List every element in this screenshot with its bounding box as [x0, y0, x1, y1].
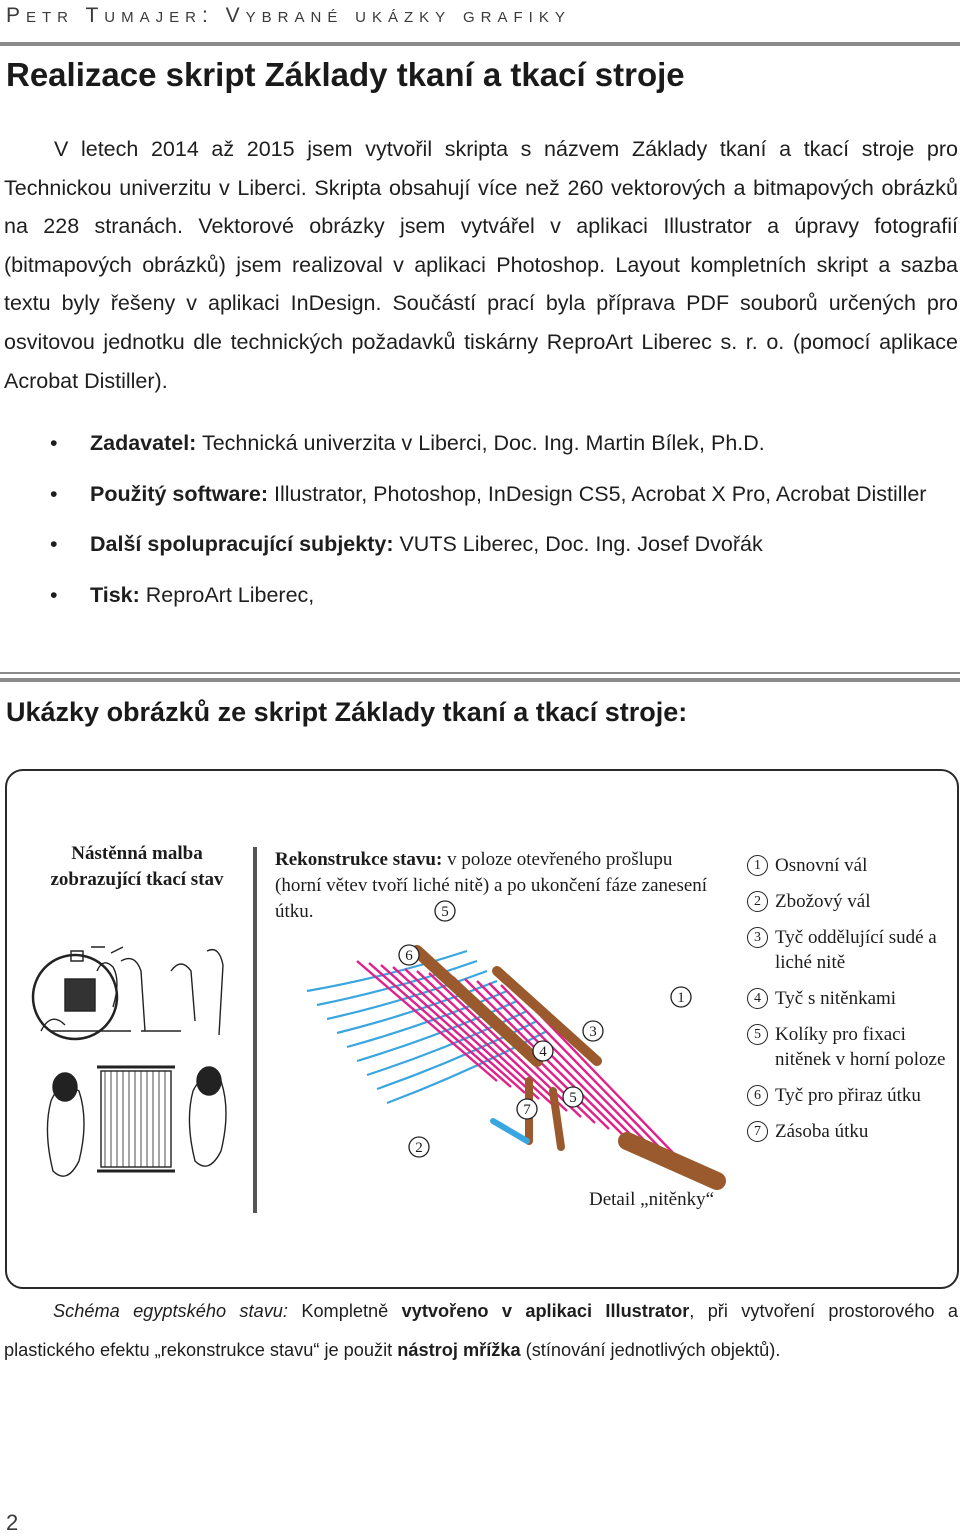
legend-text: Zásoba útku [775, 1121, 869, 1142]
circled-number: 6 [747, 1085, 768, 1106]
callout-number: 7 [523, 1102, 531, 1118]
callout-number: 3 [589, 1024, 597, 1040]
legend-text: Zbožový vál [775, 891, 871, 912]
weft-spool [493, 1121, 527, 1141]
callout-number: 5 [569, 1090, 577, 1106]
figure-caption [4, 1292, 958, 1370]
legend-item [747, 853, 947, 878]
loom-reconstruction-illustration [297, 904, 737, 1221]
reconstruction-text [275, 847, 715, 925]
callout-number: 1 [677, 990, 685, 1006]
bullet-text: ReproArt Liberec, [139, 582, 315, 607]
legend-item [747, 925, 947, 975]
caption-bold: nástroj mřížka [397, 1340, 521, 1360]
section-rule-thick [0, 678, 960, 682]
bullet-label: Tisk: [90, 582, 140, 607]
caption-text: , při vytvoření prostorového a plastického efektu „rekonstrukce stavu“ je použit [4, 1301, 959, 1360]
big-loom [101, 1071, 171, 1167]
section-title: Ukázky obrázků ze skript Základy tkaní a tkací stroje: [6, 697, 688, 727]
figure-divider [253, 847, 257, 1213]
list-item [50, 475, 958, 514]
callout-number: 5 [441, 904, 449, 920]
small-loom [65, 979, 95, 1011]
warp-beam [627, 1141, 717, 1181]
page-title: Realizace skript Základy tkaní a tkací stroje [6, 56, 685, 93]
bullet: • [50, 481, 58, 506]
circled-number: 5 [747, 1024, 768, 1045]
header-rule [0, 42, 960, 46]
caption-bold: vytvořeno v aplikaci Illustrator [401, 1301, 690, 1321]
bullet: • [50, 431, 58, 455]
bullet: • [50, 582, 58, 607]
bullet-label: Zadavatel: [90, 431, 197, 455]
page-number: 2 [6, 1510, 19, 1535]
bullet: • [50, 532, 58, 557]
legend-item [747, 1119, 947, 1144]
legend-text: Tyč oddělující sudé a liché nitě [775, 927, 937, 973]
callout-number: 2 [415, 1140, 423, 1156]
callout-number: 4 [539, 1044, 547, 1060]
reconstruction-label: Rekonstrukce stavu: [275, 849, 443, 870]
running-head: Petr Tumajer: Vybrané ukázky grafiky [6, 4, 571, 27]
caption-text: Kompletně [287, 1301, 402, 1321]
bullet-label: Použitý software: [90, 481, 268, 506]
circled-number: 4 [747, 988, 768, 1009]
legend-item [747, 1083, 947, 1108]
circled-number: 3 [747, 927, 768, 948]
bullet-text: VUTS Liberec, Doc. Ing. Josef Dvořák [393, 532, 763, 557]
section-rule [0, 672, 960, 674]
detail-label: Detail „nitěnky“ [589, 1189, 715, 1210]
legend-item [747, 986, 947, 1011]
circled-number: 1 [747, 855, 768, 876]
caption-italic: Schéma egyptského stavu: [53, 1301, 288, 1321]
figure-panel [5, 769, 959, 1289]
legend-text: Tyč pro přiraz útku [775, 1085, 921, 1106]
bullet-text: Technická univerzita v Liberci, Doc. Ing. Martin Bílek, Ph.D. [196, 431, 765, 455]
bullet-text: Illustrator, Photoshop, InDesign CS5, Acrobat X Pro, Acrobat Distiller [268, 481, 927, 506]
list-item [50, 525, 958, 564]
list-item [50, 424, 958, 463]
warp-thread [489, 983, 651, 1147]
bullet-label: Další spolupracující subjekty: [90, 532, 394, 557]
caption-text: (stínování jednotlivých objektů). [520, 1340, 781, 1360]
legend-item [747, 1022, 947, 1072]
legend-item [747, 889, 947, 914]
legend-text: Tyč s nitěnkami [775, 988, 897, 1009]
info-list [50, 424, 958, 614]
reconstruction-description: v poloze otevřeného prošlupu (horní větev tvoří liché nitě) a po ukončení fáze zanesení útku. [275, 849, 708, 922]
callout-number: 6 [405, 948, 413, 964]
circled-number: 7 [747, 1121, 768, 1142]
list-item [50, 576, 958, 615]
legend-text: Osnovní vál [775, 855, 868, 876]
figure-legend [747, 853, 947, 1155]
legend-text: Kolíky pro fixaci nitěnek v horní poloze [775, 1024, 946, 1070]
circled-number: 2 [747, 891, 768, 912]
wall-painting-caption: Nástěnná malba zobrazující tkací stav [50, 843, 224, 890]
egyptian-wall-painting-illustration [31, 931, 249, 1221]
intro-paragraph: V letech 2014 až 2015 jsem vytvořil skripta s názvem Základy tkaní a tkací stroje pro Technickou univerzitu v Liberci. Skripta obsahují více než 260 vektorových a bitmapových obrázků na 228 stranách. Vektorové obrázky jsem vytvářel v aplikaci Illustrator a úpravy fotografií (bitmapových obrázků) jsem realizoval v aplikaci Photoshop. Layout kompletních skript a sazba textu byly řešeny v aplikaci InDesign. Součástí prací byla příprava PDF souborů určených pro osvitovou jednotku dle technických požadavků tiskárny ReproArt Liberec s. r. o. (pomocí aplikace Acrobat Distiller). [4, 137, 958, 393]
peg [553, 1091, 561, 1147]
